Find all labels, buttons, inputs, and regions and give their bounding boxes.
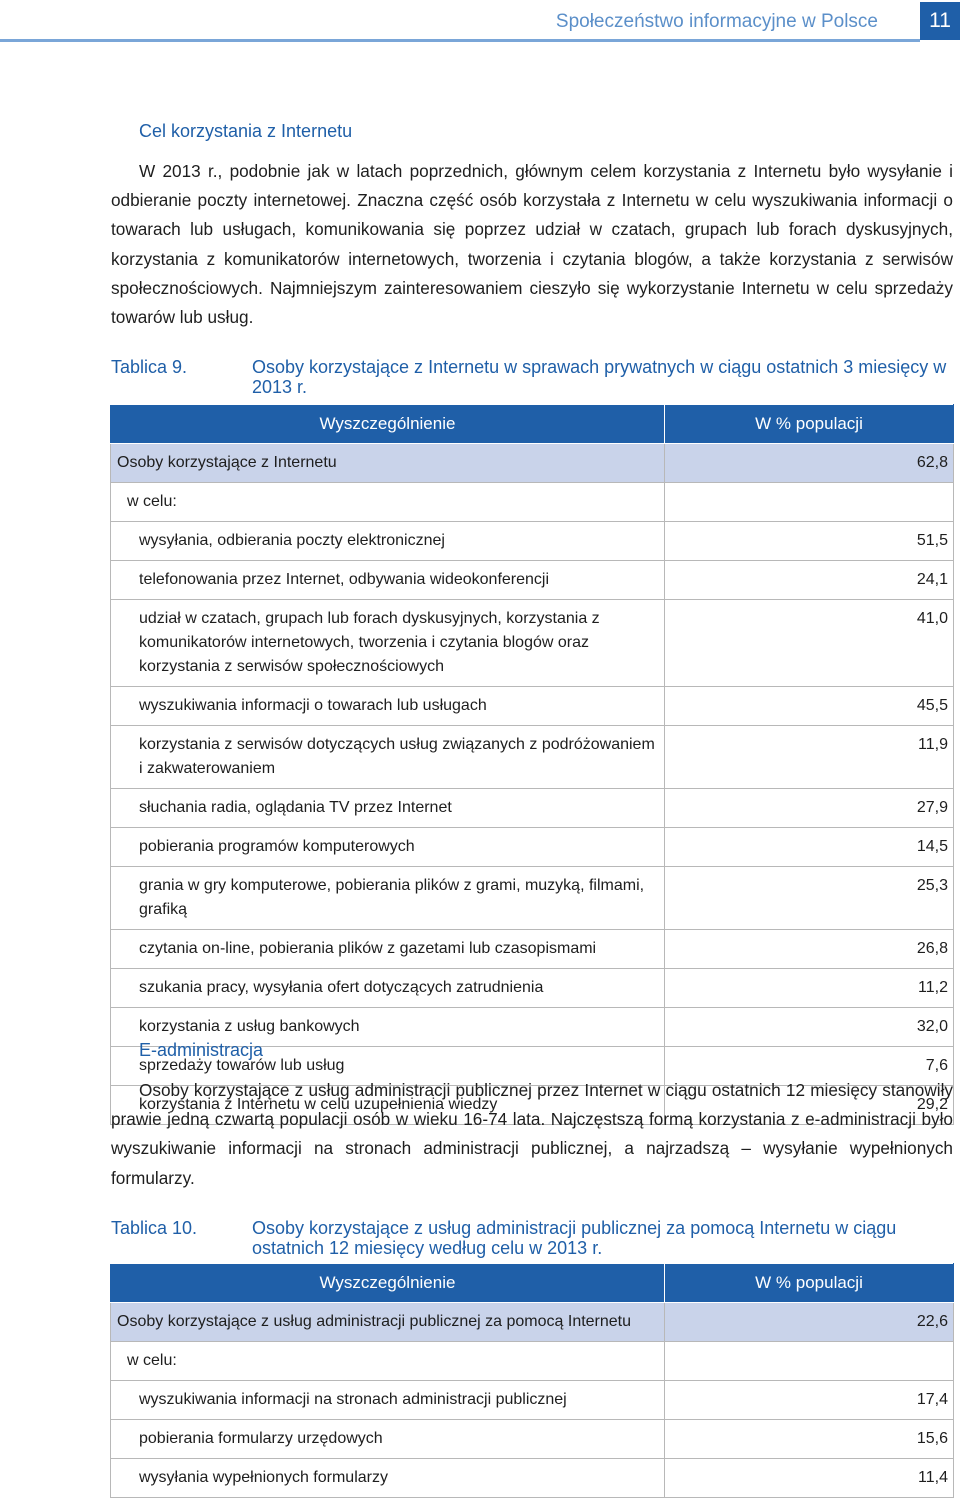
row-value: 29,2 (665, 1086, 954, 1125)
row-value: 14,5 (665, 828, 954, 867)
table10-total-label: Osoby korzystające z usług administracji publicznej za pomocą Internetu (111, 1303, 665, 1342)
table9-sub-row (111, 483, 954, 522)
table9-caption (111, 357, 953, 397)
section-heading-e-administracja: E-administracja (139, 1040, 264, 1060)
table9-sub-value (665, 483, 954, 522)
row-value: 11,9 (665, 726, 954, 789)
row-label: udział w czatach, grupach lub forach dyskusyjnych, korzystania z komunikatorów internetowych, tworzenia i czytania blogów oraz korzystania z serwisów społecznościowych (111, 600, 665, 687)
table-row (111, 828, 954, 867)
row-label: telefonowania przez Internet, odbywania wideokonferencji (111, 561, 665, 600)
table-row (111, 600, 954, 687)
table10-label: Tablica 10. (111, 1218, 198, 1238)
row-value: 11,2 (665, 969, 954, 1008)
row-label: słuchania radia, oglądania TV przez Internet (111, 789, 665, 828)
table10-col-value: W % populacji (665, 1264, 954, 1303)
header-rule (0, 39, 920, 42)
table-row (111, 930, 954, 969)
table-row (111, 561, 954, 600)
table10-sub-label: w celu: (111, 1342, 665, 1381)
row-label: sprzedaży towarów lub usług (111, 1047, 665, 1086)
row-value: 7,6 (665, 1047, 954, 1086)
row-value: 15,6 (665, 1420, 954, 1459)
row-label: korzystania z usług bankowych (111, 1008, 665, 1047)
table-row (111, 726, 954, 789)
table9-title: Osoby korzystające z Internetu w sprawach prywatnych w ciągu ostatnich 3 miesięcy w 2013 r. (252, 357, 947, 397)
table9-total-value: 62,8 (665, 444, 954, 483)
table9-total-row (111, 444, 954, 483)
row-value: 41,0 (665, 600, 954, 687)
table10-caption (111, 1218, 953, 1258)
row-value: 11,4 (665, 1459, 954, 1498)
row-label: pobierania programów komputerowych (111, 828, 665, 867)
table-row (111, 1420, 954, 1459)
row-value: 45,5 (665, 687, 954, 726)
section-heading-cel-korzystania: Cel korzystania z Internetu (139, 121, 353, 141)
row-value: 26,8 (665, 930, 954, 969)
paragraph-cel-korzystania: W 2013 r., podobnie jak w latach poprzednich, głównym celem korzystania z Internetu było wysyłanie i odbieranie poczty internetowej. Znaczna część osób korzystała z Internetu w celu wyszukiwania informacji o towarach lub usługach, komunikowania się poprzez udział w czatach, grupach lub forach dyskusyjnych, korzystania z komunikatorów internetowych, tworzenia i czytania blogów, a także korzystania z serwisów społecznościowych. Najmniejszym zainteresowaniem cieszyło się wykorzystanie Internetu w celu sprzedaży towarów lub usług. (111, 161, 953, 328)
row-label: grania w gry komputerowe, pobierania plików z grami, muzyką, filmami, grafiką (111, 867, 665, 930)
row-value: 17,4 (665, 1381, 954, 1420)
row-label: wyszukiwania informacji na stronach administracji publicznej (111, 1381, 665, 1420)
row-value: 51,5 (665, 522, 954, 561)
paragraph-e-administracja: Osoby korzystające z usług administracji publicznej przez Internet w ciągu ostatnich 12 miesięcy stanowiły prawie jedną czwartą populacji osób w wieku 16-74 lata. Najczęstszą formą korzystania z e-administracji było wyszukiwanie informacji na stronach administracji publicznej, a najrzadszą – wysyłanie wypełnionych formularzy. (111, 1080, 953, 1188)
page-number: 11 (920, 2, 960, 40)
table-row (111, 522, 954, 561)
table9-label: Tablica 9. (111, 357, 188, 377)
row-label: czytania on-line, pobierania plików z gazetami lub czasopismami (111, 930, 665, 969)
table-row (111, 789, 954, 828)
table10-sub-value (665, 1342, 954, 1381)
table9-col-value: W % populacji (665, 405, 954, 444)
row-label: wysyłania wypełnionych formularzy (111, 1459, 665, 1498)
row-value: 27,9 (665, 789, 954, 828)
table9-col-main: Wyszczególnienie (111, 405, 665, 444)
table9 (110, 404, 954, 1125)
row-label: wysyłania, odbierania poczty elektronicznej (111, 522, 665, 561)
row-value: 24,1 (665, 561, 954, 600)
table9-sub-label: w celu: (111, 483, 665, 522)
table10-title: Osoby korzystające z usług administracji publicznej za pomocą Internetu w ciągu ostatnich 12 miesięcy według celu w 2013 r. (252, 1218, 897, 1258)
row-label: pobierania formularzy urzędowych (111, 1420, 665, 1459)
table-row (111, 687, 954, 726)
table-row (111, 1459, 954, 1498)
running-title: Społeczeństwo informacyjne w Polsce (555, 11, 878, 32)
row-value: 32,0 (665, 1008, 954, 1047)
row-value: 25,3 (665, 867, 954, 930)
table10 (110, 1263, 954, 1498)
table10-col-main: Wyszczególnienie (111, 1264, 665, 1303)
table9-total-label: Osoby korzystające z Internetu (111, 444, 665, 483)
table10-total-row (111, 1303, 954, 1342)
table10-sub-row (111, 1342, 954, 1381)
table10-header-row (111, 1264, 954, 1303)
table10-total-value: 22,6 (665, 1303, 954, 1342)
row-label: korzystania z serwisów dotyczących usług związanych z podróżowaniem i zakwaterowaniem (111, 726, 665, 789)
table-row (111, 867, 954, 930)
row-label: wyszukiwania informacji o towarach lub usługach (111, 687, 665, 726)
row-label: korzystania z Internetu w celu uzupełnienia wiedzy (111, 1086, 665, 1125)
page-header (0, 0, 960, 44)
table-row (111, 969, 954, 1008)
table9-header-row (111, 405, 954, 444)
table-row (111, 1381, 954, 1420)
row-label: szukania pracy, wysyłania ofert dotyczących zatrudnienia (111, 969, 665, 1008)
